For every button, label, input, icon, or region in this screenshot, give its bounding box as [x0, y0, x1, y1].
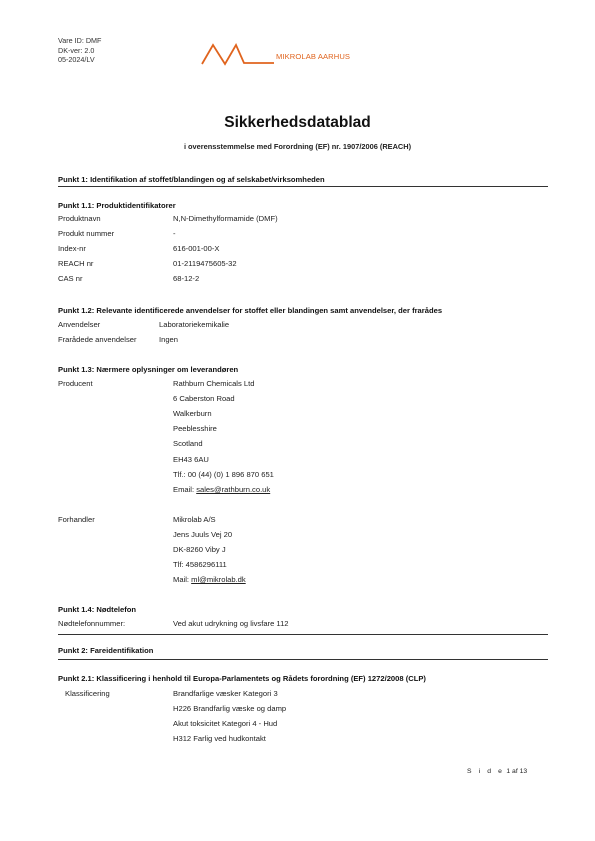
p14-value: Ved akut udrykning og livsfare 112 — [173, 619, 289, 628]
p12-label: Frarådede anvendelser — [58, 335, 137, 344]
producer-label: Producent — [58, 379, 93, 388]
producer-line: Scotland — [173, 439, 203, 448]
p11-value: 01-2119475605-32 — [173, 259, 237, 268]
producer-line: EH43 6AU — [173, 455, 209, 464]
classification-label: Klassificering — [65, 689, 110, 698]
classification-line: Brandfarlige væsker Kategori 3 — [173, 689, 278, 698]
version: DK-ver: 2.0 — [58, 45, 95, 55]
dealer-line: Tlf: 4586296111 — [173, 560, 227, 569]
page-title: Sikkerhedsdatablad — [224, 114, 371, 131]
dealer-line: Mikrolab A/S — [173, 515, 216, 524]
mail-prefix: Mail: — [173, 575, 192, 584]
section-1-heading: Punkt 1: Identifikation af stoffet/blandingen og af selskabet/virksomheden — [58, 175, 325, 184]
producer-line: Tlf.: 00 (44) (0) 1 896 870 651 — [173, 470, 274, 479]
producer-email-link[interactable]: sales@rathburn.co.uk — [196, 485, 271, 494]
classification-line: Akut toksicitet Kategori 4 - Hud — [173, 719, 278, 728]
producer-line: Walkerburn — [173, 409, 212, 418]
producer-email-line — [173, 485, 270, 494]
p12-label: Anvendelser — [58, 320, 101, 329]
p11-label: Index-nr — [58, 244, 86, 253]
revision-date: 05-2024/LV — [58, 55, 95, 65]
classification-line: H312 Farlig ved hudkontakt — [173, 734, 266, 743]
mikrolab-logo-icon — [200, 41, 276, 67]
page-subtitle: i overensstemmelse med Forordning (EF) nr. 1907/2006 (REACH) — [183, 142, 412, 151]
p11-label: CAS nr — [58, 274, 83, 283]
p11-label: Produktnavn — [58, 214, 101, 223]
page-current: 1 — [506, 768, 511, 775]
page-number — [467, 768, 527, 775]
p12-value: Ingen — [159, 335, 179, 344]
dealer-line: Jens Juuls Vej 20 — [173, 530, 233, 539]
dealer-label: Forhandler — [58, 515, 95, 524]
p12-value: Laboratoriekemikalie — [159, 320, 230, 329]
p21-heading: Punkt 2.1: Klassificering i henhold til Europa-Parlamentets og Rådets forordning (EF) 1272/2008 (CLP) — [58, 674, 426, 683]
page-word: S i d e — [467, 768, 505, 775]
classification-line: H226 Brandfarlig væske og damp — [173, 704, 287, 713]
p12-heading: Punkt 1.2: Relevante identificerede anvendelser for stoffet eller blandingen samt anvendelser, der frarådes — [58, 306, 443, 315]
producer-line: Rathburn Chemicals Ltd — [173, 379, 255, 388]
section-1-divider — [58, 186, 548, 187]
p11-label: REACH nr — [58, 259, 94, 268]
brand-name: MIKROLAB AARHUS — [276, 52, 351, 61]
dealer-mail-line — [173, 575, 246, 584]
document-meta — [58, 36, 101, 65]
section-2-top-divider — [58, 634, 548, 635]
p11-value: N,N-Dimethylformamide (DMF) — [173, 214, 278, 223]
item-id: Vare ID: DMF — [58, 36, 102, 45]
dealer-line: DK-8260 Viby J — [173, 545, 226, 554]
dealer-mail-link[interactable]: ml@mikrolab.dk — [191, 575, 246, 584]
p11-label: Produkt nummer — [58, 229, 115, 238]
p14-heading: Punkt 1.4: Nødtelefon — [58, 605, 137, 614]
producer-line: 6 Caberston Road — [173, 394, 235, 403]
p11-value: 68-12-2 — [173, 274, 200, 283]
producer-line: Peeblesshire — [173, 424, 217, 433]
p11-value: 616-001-00-X — [173, 244, 220, 253]
email-prefix: Email: — [173, 485, 197, 494]
page-total: af 13 — [512, 768, 528, 775]
section-2-divider — [58, 659, 548, 660]
p11-value: - — [173, 229, 176, 238]
p14-label: Nødtelefonnummer: — [58, 619, 126, 628]
p13-heading: Punkt 1.3: Nærmere oplysninger om leverandøren — [58, 365, 239, 374]
p11-heading: Punkt 1.1: Produktidentifikatorer — [58, 201, 176, 210]
section-2-heading: Punkt 2: Fareidentifikation — [58, 646, 154, 655]
